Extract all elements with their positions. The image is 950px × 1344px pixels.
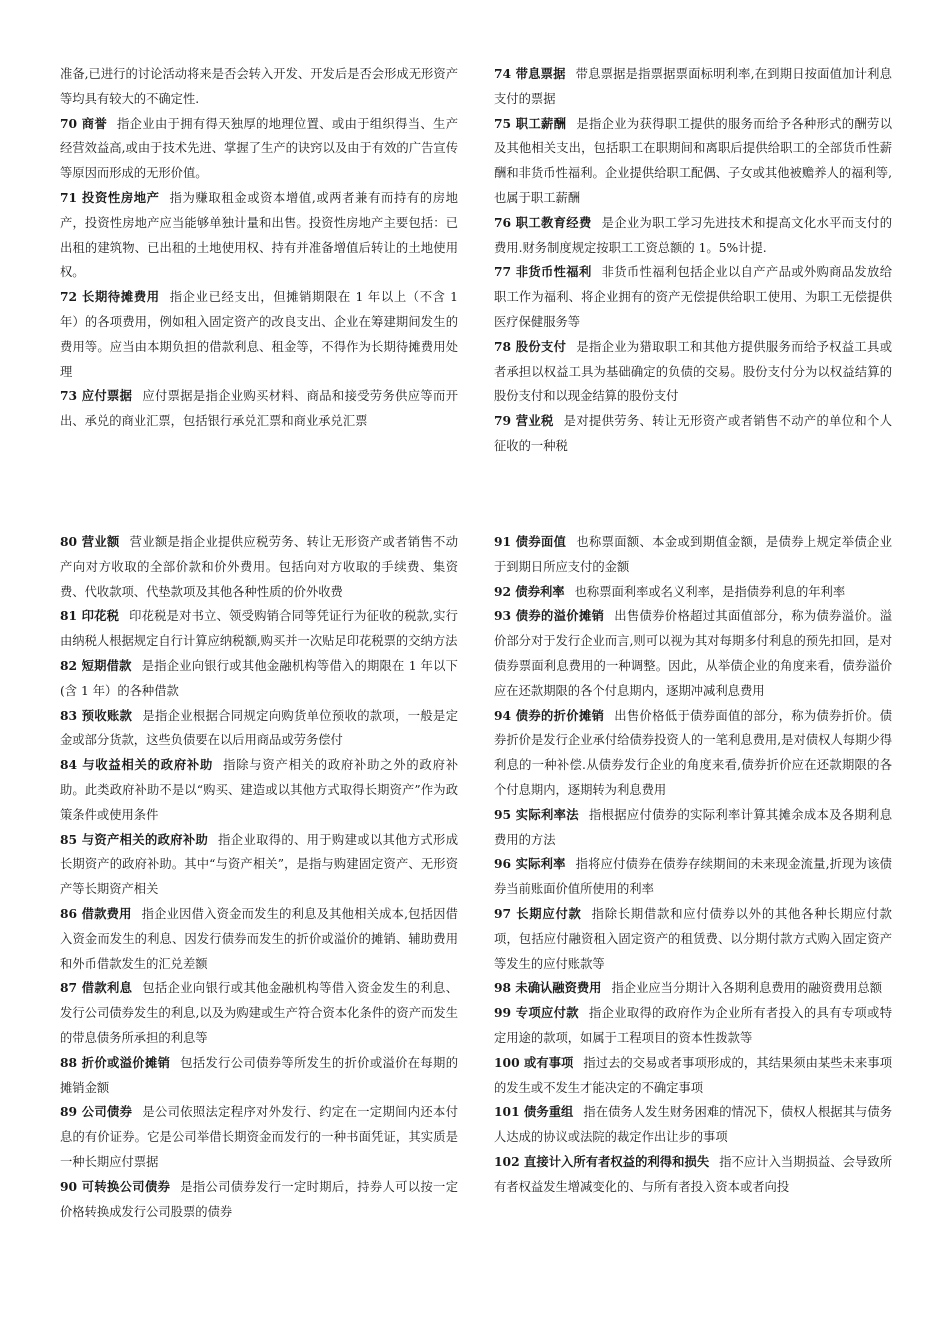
entry-definition: 是企业为职工学习先进技术和提高文化水平而支付的费用.财务制度规定按职工工资总额的 1。5%计提. bbox=[494, 215, 892, 255]
entry-definition: 指企业因借入资金而发生的利息及其他相关成本,包括因借入资金而发生的利息、因发行债券而发生的折价或溢价的摊销、辅助费用和外币借款发生的汇兑差额 bbox=[60, 906, 458, 971]
entry-definition: 是对提供劳务、转让无形资产或者销售不动产的单位和个人征收的一种税 bbox=[494, 414, 892, 453]
entry-definition: 指不应计入当期损益、会导致所有者权益发生增减变化的、与所有者投入资本或者向投 bbox=[494, 1154, 892, 1194]
entry-term: 87 借款利息 bbox=[60, 980, 133, 996]
glossary-entry-95 bbox=[494, 803, 892, 853]
entry-term: 71 投资性房地产 bbox=[60, 189, 160, 205]
entry-definition: 指企业取得的政府作为企业所有者投入的具有专项或特定用途的款项，如属于工程项目的资本性拨款等 bbox=[494, 1006, 892, 1045]
entry-term: 86 借款费用 bbox=[60, 905, 132, 921]
entry-term: 73 应付票据 bbox=[60, 388, 133, 404]
glossary-entry-86 bbox=[60, 902, 458, 976]
glossary-entry-78 bbox=[494, 335, 892, 409]
entry-definition: 带息票据是指票据票面标明利率,在到期日按面值加计利息支付的票据 bbox=[494, 67, 892, 106]
entry-definition: 指企业取得的、用于购建或以其他方式形成长期资产的政府补助。其中“与资产相关”，是指与购建固定资产、无形资产等长期资产相关 bbox=[60, 832, 458, 897]
glossary-entry-85 bbox=[60, 828, 458, 902]
entry-definition: 是指企业为获得职工提供的服务而给予各种形式的酬劳以及其他相关支出，包括职工在职期间和离职后提供给职工的全部货币性薪酬和非货币性福利。企业提供给职工配偶、子女或其他被赡养人的福利等,也属于职工薪酬 bbox=[494, 116, 892, 205]
entry-definition: 是指企业根据合同规定向购货单位预收的款项，一般是定金或部分货款，这些负债要在以后用商品或劳务偿付 bbox=[60, 708, 458, 748]
entry-definition: 指根据应付债券的实际利率计算其摊余成本及各期利息费用的方法 bbox=[494, 807, 892, 847]
entry-term: 100 或有事项 bbox=[494, 1054, 574, 1070]
entry-definition: 指为赚取租金或资本增值,或两者兼有而持有的房地产，投资性房地产应当能够单独计量和出售。投资性房地产主要包括：已出租的建筑物、已出租的土地使用权、持有并准备增值后转让的土地使用权。 bbox=[60, 190, 458, 280]
glossary-entry-99 bbox=[494, 1001, 892, 1051]
glossary-entry-102 bbox=[494, 1150, 892, 1200]
entry-term: 97 长期应付款 bbox=[494, 905, 582, 921]
glossary-entry-82 bbox=[60, 654, 458, 704]
continuation-text: 准备,已进行的讨论活动将来是否会转入开发、开发后是否会形成无形资产等均具有较大的不确定性. bbox=[60, 67, 458, 106]
glossary-entry-101 bbox=[494, 1100, 892, 1150]
entry-term: 93 债券的溢价摊销 bbox=[494, 608, 605, 624]
glossary-entry-70 bbox=[60, 112, 458, 186]
bottom-left-column bbox=[60, 530, 458, 1224]
entry-term: 89 公司债券 bbox=[60, 1104, 133, 1120]
glossary-entry-100 bbox=[494, 1051, 892, 1101]
glossary-entry-91 bbox=[494, 530, 892, 580]
entry-definition: 也称票面额、本金或到期值金额，是债券上规定举债企业于到期日所应支付的金额 bbox=[494, 535, 892, 574]
entry-definition: 指在债务人发生财务困难的情况下，债权人根据其与债务人达成的协议或法院的裁定作出让步的事项 bbox=[494, 1105, 892, 1145]
entry-term: 102 直接计入所有者权益的利得和损失 bbox=[494, 1153, 710, 1169]
entry-term: 78 股份支付 bbox=[494, 338, 567, 354]
entry-definition: 出售债券价格超过其面值部分，称为债券溢价。溢价部分对于发行企业而言,则可以视为其对每期多付利息的预先扣回，是对债券票面利息费用的一种调整。因此，从举债企业的角度来看，债券溢价应在还款期限的各个付息期内，逐期冲减利息费用 bbox=[494, 609, 892, 698]
entry-definition: 指过去的交易或者事项形成的，其结果须由某些未来事项的发生或不发生才能决定的不确定事项 bbox=[494, 1055, 892, 1095]
entry-term: 91 债券面值 bbox=[494, 534, 567, 549]
glossary-entry-81 bbox=[60, 604, 458, 654]
entry-term: 90 可转换公司债券 bbox=[60, 1178, 171, 1194]
entry-term: 77 非货币性福利 bbox=[494, 264, 592, 280]
entry-term: 92 债券利率 bbox=[494, 583, 565, 599]
entry-definition: 是指企业为猎取职工和其他方提供服务而给予权益工具或者承担以权益工具为基础确定的负债的交易。股份支付分为以权益结算的股份支付和以现金结算的股份支付 bbox=[494, 339, 892, 404]
glossary-entry-98 bbox=[494, 976, 892, 1001]
glossary-entry-94 bbox=[494, 704, 892, 803]
glossary-entry-72 bbox=[60, 285, 458, 384]
entry-definition: 指除与资产相关的政府补助之外的政府补助。此类政府补助不是以“购买、建造或以其他方式取得长期资产”作为政策条件或使用条件 bbox=[60, 758, 458, 822]
glossary-entry-71 bbox=[60, 186, 458, 285]
entry-term: 99 专项应付款 bbox=[494, 1005, 579, 1021]
entry-definition: 指企业由于拥有得天独厚的地理位置、或由于组织得当、生产经营效益高,或由于技术先进、掌握了生产的诀窍以及由于有效的广告宣传等原因而形成的无形价值。 bbox=[60, 116, 458, 181]
glossary-entry-84 bbox=[60, 753, 458, 827]
glossary-entry-87 bbox=[60, 976, 458, 1050]
entry-definition: 出售价格低于债券面值的部分，称为债券折价。债券折价是发行企业承付给债券投资人的一笔利息费用,是对债权人每期少得利息的一种补偿.从债券发行企业的角度来看,债券折价应在还款期限的各个付息期内，逐期转为利息费用 bbox=[494, 708, 892, 797]
glossary-entry-77 bbox=[494, 260, 892, 334]
glossary-entry-83 bbox=[60, 704, 458, 754]
glossary-entry-73 bbox=[60, 384, 458, 434]
glossary-entry-80 bbox=[60, 530, 458, 604]
entry-definition: 印花税是对书立、领受购销合同等凭证行为征收的税款,实行由纳税人根据规定自行计算应纳税额,购买并一次贴足印花税票的交纳方法 bbox=[60, 609, 458, 649]
entry-term: 84 与收益相关的政府补助 bbox=[60, 757, 214, 773]
glossary-entry-89 bbox=[60, 1100, 458, 1174]
entry-term: 79 营业税 bbox=[494, 413, 554, 429]
glossary-entry-76 bbox=[494, 211, 892, 261]
entry-definition: 包括企业向银行或其他金融机构等借入资金发生的利息、发行公司债券发生的利息,以及为购建或生产符合资本化条件的资产而发生的带息债务所承担的利息等 bbox=[60, 981, 458, 1045]
entry-term: 88 折价或溢价摊销 bbox=[60, 1054, 171, 1070]
entry-term: 98 未确认融资费用 bbox=[494, 980, 602, 996]
glossary-entry-96 bbox=[494, 852, 892, 902]
entry-term: 96 实际利率 bbox=[494, 856, 566, 872]
glossary-entry-90 bbox=[60, 1175, 458, 1225]
entry-term: 101 债务重组 bbox=[494, 1104, 574, 1120]
entry-definition: 指企业应当分期计入各期利息费用的融资费用总额 bbox=[611, 981, 883, 996]
glossary-entry-75 bbox=[494, 112, 892, 211]
entry-term: 70 商誉 bbox=[60, 115, 108, 131]
glossary-entry-92 bbox=[494, 580, 892, 605]
top-left-column bbox=[60, 62, 458, 434]
entry-term: 76 职工教育经费 bbox=[494, 214, 592, 230]
entry-definition: 指企业已经支出，但摊销期限在 1 年以上（不含 1 年）的各项费用，例如租入固定资产的改良支出、企业在筹建期间发生的费用等。应当由本期负担的借款利息、租金等，不得作为长期待摊费用处理 bbox=[60, 290, 458, 379]
glossary-entry-79 bbox=[494, 409, 892, 459]
entry-term: 85 与资产相关的政府补助 bbox=[60, 831, 209, 847]
entry-definition: 营业额是指企业提供应税劳务、转让无形资产或者销售不动产向对方收取的全部价款和价外费用。包括向对方收取的手续费、集资费、代收款项、代垫款项及其他各种性质的价外收费 bbox=[60, 535, 458, 599]
entry-term: 83 预收账款 bbox=[60, 707, 133, 723]
entry-term: 94 债券的折价摊销 bbox=[494, 707, 605, 723]
top-right-column bbox=[494, 62, 892, 459]
entry-term: 82 短期借款 bbox=[60, 657, 132, 673]
entry-definition: 包括发行公司债券等所发生的折价或溢价在每期的摊销金额 bbox=[60, 1055, 458, 1095]
entry-term: 75 职工薪酬 bbox=[494, 115, 567, 131]
entry-definition: 也称票面利率或名义利率，是指债券利息的年利率 bbox=[574, 584, 846, 599]
entry-definition: 应付票据是指企业购买材料、商品和接受劳务供应等而开出、承兑的商业汇票，包括银行承兑汇票和商业承兑汇票 bbox=[60, 389, 458, 429]
glossary-entry-93 bbox=[494, 604, 892, 703]
entry-definition: 是公司依照法定程序对外发行、约定在一定期间内还本付息的有价证券。它是公司举借长期资金而发行的一种书面凭证，其实质是一种长期应付票据 bbox=[60, 1105, 458, 1169]
entry-definition: 非货币性福利包括企业以自产产品或外购商品发放给职工作为福利、将企业拥有的资产无偿提供给职工使用、为职工无偿提供医疗保健服务等 bbox=[494, 265, 892, 329]
entry-term: 72 长期待摊费用 bbox=[60, 289, 160, 305]
glossary-entry-97 bbox=[494, 902, 892, 976]
glossary-entry-88 bbox=[60, 1051, 458, 1101]
entry-definition: 是指公司债券发行一定时期后，持券人可以按一定价格转换成发行公司股票的债券 bbox=[60, 1179, 458, 1219]
entry-definition: 是指企业向银行或其他金融机构等借入的期限在 1 年以下(含 1 年）的各种借款 bbox=[60, 658, 458, 698]
bottom-right-column bbox=[494, 530, 892, 1200]
entry-definition: 指将应付债券在债券存续期间的未来现金流量,折现为该债券当前账面价值所使用的利率 bbox=[494, 857, 892, 897]
entry-definition: 指除长期借款和应付债券以外的其他各种长期应付款项，包括应付融资租入固定资产的租赁费、以分期付款方式购入固定资产等发生的应付账款等 bbox=[494, 906, 892, 971]
glossary-entry-74 bbox=[494, 62, 892, 112]
entry-term: 74 带息票据 bbox=[494, 66, 566, 81]
entry-term: 80 营业额 bbox=[60, 534, 120, 549]
entry-term: 95 实际利率法 bbox=[494, 806, 579, 822]
entry-term: 81 印花税 bbox=[60, 608, 120, 624]
